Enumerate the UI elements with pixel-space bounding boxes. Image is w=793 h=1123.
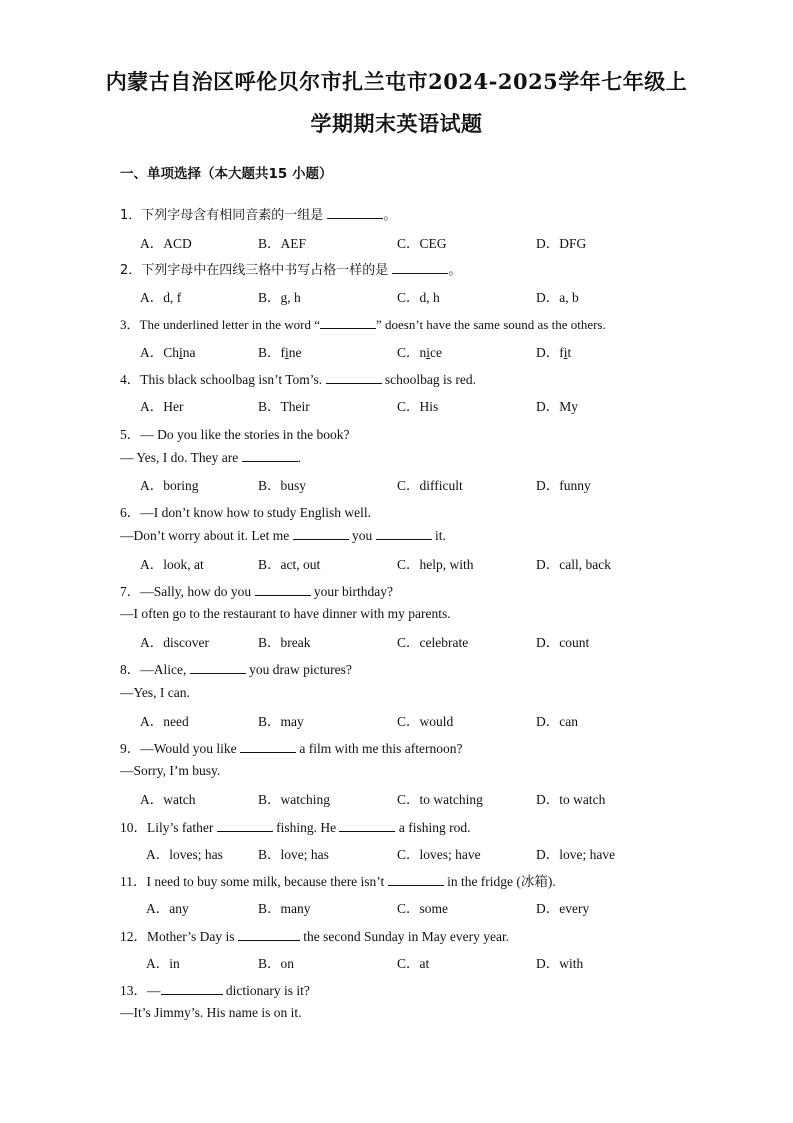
option-d[interactable]: D．DFG xyxy=(536,236,587,251)
option-d[interactable]: D．a, b xyxy=(536,290,579,305)
question-stem: in the fridge (冰箱). xyxy=(447,874,556,889)
option-d[interactable]: D．to watch xyxy=(536,792,606,807)
option-text: ne xyxy=(288,345,302,360)
question-stem: a film with me this afternoon? xyxy=(299,741,463,756)
option-c[interactable] xyxy=(397,341,442,361)
answer-blank xyxy=(339,819,395,832)
question-stem: you draw pictures? xyxy=(249,662,352,677)
underlined-letter: i xyxy=(179,345,183,360)
option-d[interactable]: D．can xyxy=(536,714,578,729)
question-stem: 12．Mother’s Day is xyxy=(120,929,235,944)
option-b[interactable]: B．g, h xyxy=(258,290,301,305)
question-stem: 4．This black schoolbag isn’t Tom’s. xyxy=(120,372,323,387)
question-stem: — Yes, I do. They are xyxy=(120,450,239,465)
option-a[interactable]: A．Her xyxy=(140,399,184,414)
option-d[interactable]: D．call, back xyxy=(536,557,611,572)
question-9-line2: —Sorry, I’m busy. xyxy=(120,763,221,778)
question-stem: 10．Lily’s father xyxy=(120,820,214,835)
answer-blank xyxy=(376,527,432,540)
option-a[interactable]: A．need xyxy=(140,714,189,729)
answer-blank xyxy=(238,928,300,941)
option-a[interactable]: A．ACD xyxy=(140,236,192,251)
question-stem: schoolbag is red. xyxy=(384,372,477,387)
option-a[interactable]: A．look, at xyxy=(140,557,204,572)
answer-blank xyxy=(388,873,444,886)
answer-blank xyxy=(190,661,246,674)
answer-blank xyxy=(161,982,223,995)
question-13-line2: —It’s Jimmy’s. His name is on it. xyxy=(120,1005,302,1020)
option-d[interactable]: D．every xyxy=(536,901,590,916)
answer-blank xyxy=(217,819,273,832)
question-3 xyxy=(120,314,606,333)
section-heading: 一、单项选择（本大题共15 小题） xyxy=(120,166,333,182)
page-title-line2: 学期期末英语试题 xyxy=(310,111,483,136)
option-d[interactable] xyxy=(536,341,571,361)
option-c[interactable]: C．His xyxy=(397,399,439,414)
question-stem: a fishing rod. xyxy=(398,820,471,835)
question-6-line2 xyxy=(120,527,446,544)
option-b[interactable]: B．break xyxy=(258,635,311,650)
option-b[interactable]: B．act, out xyxy=(258,557,321,572)
option-c[interactable]: C．some xyxy=(397,901,449,916)
question-stem: . xyxy=(297,450,301,465)
question-9-line1 xyxy=(120,737,463,757)
option-text: C．n xyxy=(397,345,427,360)
option-c[interactable]: C．help, with xyxy=(397,557,474,572)
option-a[interactable]: A．in xyxy=(146,956,180,971)
option-d[interactable]: D．with xyxy=(536,956,584,971)
option-b[interactable]: B．on xyxy=(258,956,295,971)
option-c[interactable]: C．d, h xyxy=(397,290,440,305)
page-title-line1: 内蒙古自治区呼伦贝尔市扎兰屯市2024-2025学年七年级上 xyxy=(105,69,688,94)
underlined-letter: i xyxy=(426,345,431,360)
option-d[interactable]: D．love; have xyxy=(536,847,616,862)
question-8-line1 xyxy=(120,658,352,678)
option-c[interactable]: C．CEG xyxy=(397,236,447,251)
question-10 xyxy=(120,816,470,836)
question-stem: 13．— xyxy=(120,983,161,998)
question-stem: 8．—Alice, xyxy=(120,662,187,677)
answer-blank xyxy=(255,583,311,596)
option-a[interactable]: A．watch xyxy=(140,792,196,807)
option-b[interactable]: B．many xyxy=(258,901,311,916)
option-d[interactable]: D．count xyxy=(536,635,590,650)
question-stem: you xyxy=(351,528,373,543)
question-stem: 7．—Sally, how do you xyxy=(120,584,252,599)
question-12 xyxy=(120,925,509,945)
question-8-line2: —Yes, I can. xyxy=(120,685,190,700)
option-a[interactable]: A．discover xyxy=(140,635,209,650)
option-c[interactable]: C．to watching xyxy=(397,792,483,807)
option-b[interactable]: B．may xyxy=(258,714,304,729)
answer-blank xyxy=(293,527,349,540)
option-c[interactable]: C．loves; have xyxy=(397,847,481,862)
answer-blank xyxy=(320,316,376,329)
question-6-line1: 6．—I don’t know how to study English well. xyxy=(120,505,371,520)
question-7-line2: —I often go to the restaurant to have dinner with my parents. xyxy=(120,606,451,621)
option-b[interactable]: B．watching xyxy=(258,792,330,807)
option-a[interactable]: A．any xyxy=(146,901,189,916)
option-b[interactable] xyxy=(258,341,302,361)
question-stem: dictionary is it? xyxy=(225,983,310,998)
question-stem: your birthday? xyxy=(313,584,393,599)
option-b[interactable]: B．busy xyxy=(258,478,307,493)
question-1 xyxy=(120,204,396,223)
question-stem: the second Sunday in May every year. xyxy=(303,929,510,944)
question-stem: fishing. He xyxy=(276,820,337,835)
option-text: na xyxy=(182,345,196,360)
option-c[interactable]: C．celebrate xyxy=(397,635,469,650)
option-c[interactable]: C．difficult xyxy=(397,478,463,493)
question-stem: 11．I need to buy some milk, because there isn’t xyxy=(120,874,385,889)
option-a[interactable]: A．d, f xyxy=(140,290,182,305)
answer-blank xyxy=(392,261,448,274)
option-b[interactable]: B．AEF xyxy=(258,236,307,251)
answer-blank xyxy=(327,206,383,219)
question-4 xyxy=(120,368,476,388)
option-b[interactable]: B．love; has xyxy=(258,847,329,862)
question-stem: 1．下列字母含有相同音素的一组是 xyxy=(120,208,324,223)
question-stem: 。 xyxy=(448,263,462,278)
underlined-letter: i xyxy=(285,345,289,360)
option-text: B．f xyxy=(258,345,285,360)
option-text: t xyxy=(567,345,572,360)
option-c[interactable]: C．would xyxy=(397,714,454,729)
answer-blank xyxy=(240,740,296,753)
option-a[interactable]: A．boring xyxy=(140,478,199,493)
option-text: ce xyxy=(430,345,443,360)
option-c[interactable]: C．at xyxy=(397,956,430,971)
option-b[interactable]: B．Their xyxy=(258,399,310,414)
question-stem: 。 xyxy=(383,208,397,223)
question-stem: 9．—Would you like xyxy=(120,741,237,756)
option-a[interactable] xyxy=(140,341,196,361)
option-text: D．f xyxy=(536,345,564,360)
question-stem: —Don’t worry about it. Let me xyxy=(120,528,290,543)
option-d[interactable]: D．My xyxy=(536,399,579,414)
question-stem: ” doesn’t have the same sound as the others. xyxy=(376,317,606,332)
question-stem: it. xyxy=(434,528,446,543)
question-2 xyxy=(120,259,461,278)
option-text: A．Ch xyxy=(140,345,180,360)
question-7-line1 xyxy=(120,580,393,600)
underlined-letter: i xyxy=(563,345,568,360)
question-stem: 3．The underlined letter in the word “ xyxy=(120,317,320,332)
option-d[interactable]: D．funny xyxy=(536,478,591,493)
question-11 xyxy=(120,870,556,890)
answer-blank xyxy=(326,371,382,384)
question-13-line1 xyxy=(120,979,310,999)
question-stem: 2．下列字母中在四线三格中书写占格一样的是 xyxy=(120,263,389,278)
question-5-line2 xyxy=(120,449,301,466)
option-a[interactable]: A．loves; has xyxy=(146,847,223,862)
question-5-line1: 5．— Do you like the stories in the book? xyxy=(120,427,350,442)
answer-blank xyxy=(242,449,298,462)
